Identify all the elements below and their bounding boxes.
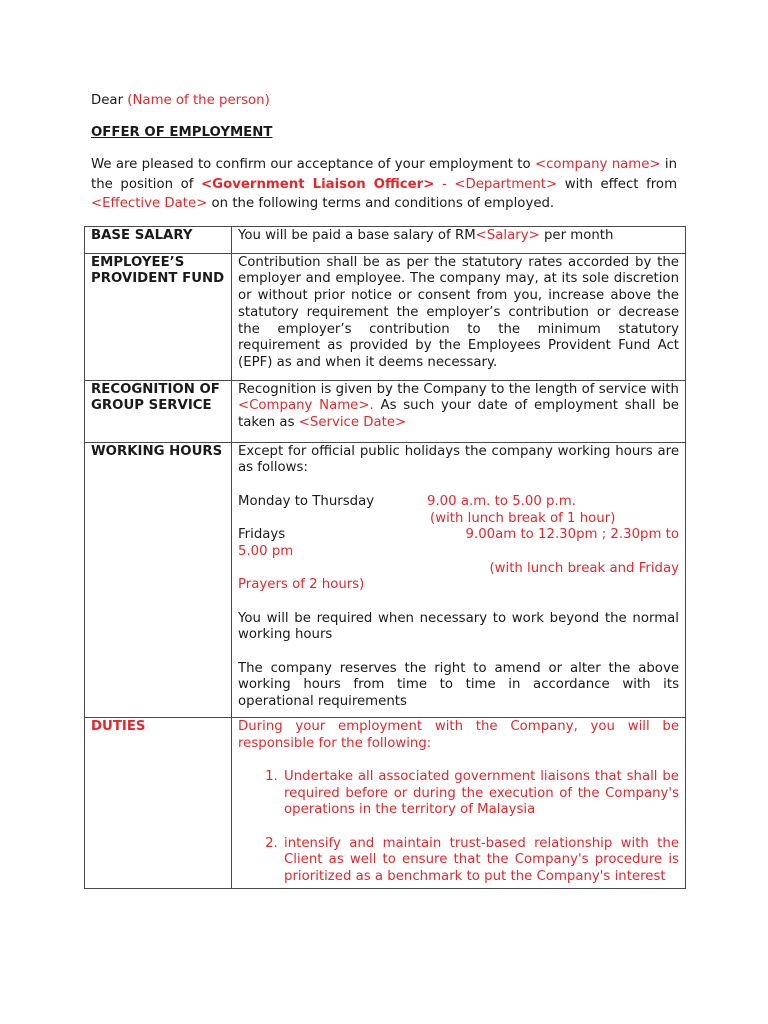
mon-thu-note-row: [238, 511, 679, 528]
mon-thu-label: Monday to Thursday: [238, 493, 375, 509]
mon-thu-row: [238, 494, 679, 511]
intro-text-4: on the following terms and conditions of employed.: [211, 196, 555, 212]
greeting-prefix: Dear: [91, 93, 124, 108]
greeting-name-placeholder: (Name of the person): [127, 93, 270, 108]
intro-text-2: in the position of: [91, 157, 677, 192]
group-service-value: [232, 380, 686, 442]
table-row-base-salary: [85, 227, 686, 254]
table-row-epf: [85, 253, 686, 380]
base-salary-suffix: per month: [539, 228, 614, 243]
amend-hours-text: The company reserves the right to amend or alter the above working hours from time to time in accordance with its operational requirements: [238, 660, 679, 710]
friday-time: 9.00am to 12.30pm ; 2.30pm to: [465, 527, 679, 543]
base-salary-label: BASE SALARY: [85, 227, 232, 254]
friday-note-2: Prayers of 2 hours): [238, 577, 365, 593]
list-item: 1. Undertake all associated government liaisons that shall be required before or during the execution of the Company's operations in the territory of Malaysia: [282, 769, 679, 819]
working-hours-label: WORKING HOURS: [85, 442, 232, 717]
table-row-duties: [85, 717, 686, 888]
intro-dash: -: [441, 176, 447, 192]
position-placeholder: <Government Liaison Officer>: [201, 176, 435, 192]
group-service-label: RECOGNITION OF GROUP SERVICE: [85, 380, 232, 442]
table-row-group-service: [85, 380, 686, 442]
mon-thu-time: 9.00 a.m. to 5.00 p.m.: [427, 493, 576, 509]
friday-note-row-2: [238, 577, 679, 594]
epf-label: EMPLOYEE’S PROVIDENT FUND: [85, 253, 232, 380]
intro-paragraph: [91, 155, 677, 214]
duties-value: [232, 717, 686, 888]
letter-title: OFFER OF EMPLOYMENT: [91, 125, 273, 140]
group-company-placeholder: <Company Name>.: [238, 398, 374, 414]
duties-intro: During your employment with the Company, you will be responsible for the following:: [238, 718, 679, 751]
greeting: [91, 92, 270, 109]
intro-text-1: We are pleased to confirm our acceptance of your employment to: [91, 157, 531, 172]
list-item: 2. intensify and maintain trust-based relationship with the Client as well to ensure that the Company's procedure is prioritized as a benchmark to put the Company's interest: [282, 836, 679, 886]
effective-date-placeholder: <Effective Date>: [91, 196, 208, 212]
working-hours-intro: Except for official public holidays the company working hours are as follows:: [238, 443, 679, 476]
intro-text-3: with effect from: [564, 176, 678, 192]
group-service-text-1: Recognition is given by the Company to the length of service with: [238, 381, 679, 397]
friday-row: [238, 527, 679, 544]
friday-note-row: [238, 561, 679, 578]
friday-time-row-2: [238, 544, 679, 561]
salary-placeholder: <Salary>: [475, 228, 540, 243]
group-service-text-2: As such your date of employment shall be taken as: [238, 398, 679, 431]
epf-text: Contribution shall be as per the statutory rates accorded by the employer and employee. The company may, at its sole discretion or without prior notice or consent from you, increase above the statutory requirement the employer’s contribution or decrease the employer’s contribution to the minimum statutory requirement as provided by the Employees Provident Fund Act (EPF) as and when it deems necessary.: [232, 253, 686, 380]
service-date-placeholder: <Service Date>: [298, 415, 407, 431]
company-name-placeholder: <company name>: [534, 157, 661, 172]
base-salary-value: [232, 227, 686, 254]
terms-table: [84, 226, 686, 889]
duties-list: [238, 769, 679, 886]
friday-label: Fridays: [238, 527, 286, 543]
mon-thu-note: (with lunch break of 1 hour): [430, 510, 616, 526]
friday-time-2: 5.00 pm: [238, 543, 294, 559]
duties-label: DUTIES: [85, 717, 232, 888]
friday-note: (with lunch break and Friday: [489, 560, 679, 576]
overtime-text: You will be required when necessary to work beyond the normal working hours: [238, 610, 679, 643]
working-hours-value: [232, 442, 686, 717]
base-salary-text: You will be paid a base salary of RM: [238, 228, 476, 243]
department-placeholder: <Department>: [454, 176, 558, 192]
table-row-working-hours: [85, 442, 686, 717]
